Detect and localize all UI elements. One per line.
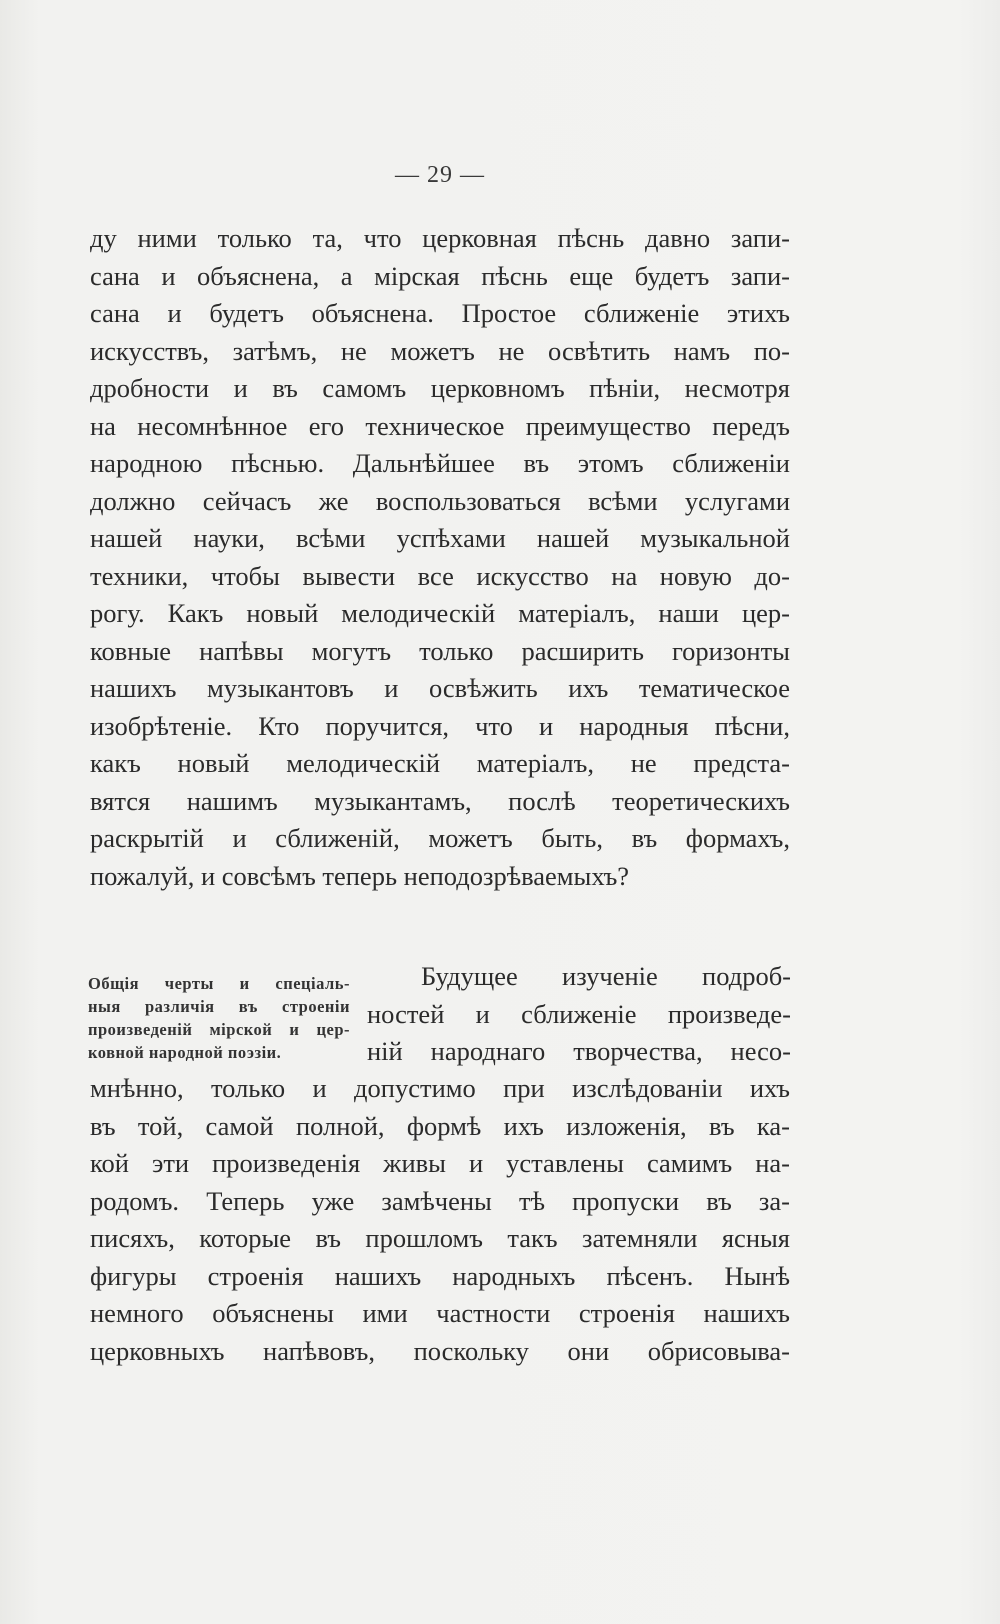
paragraph-1-line: рогу. Какъ новый мелодическій матеріалъ, наши цер- xyxy=(90,598,790,628)
paragraph-1-line: какъ новый мелодическій матеріалъ, не предста- xyxy=(90,748,790,778)
paragraph-1-line: пожалуй, и совсѣмъ теперь неподозрѣваемыхъ? xyxy=(90,860,630,891)
paragraph-1-line: должно сейчасъ же воспользоваться всѣми услугами xyxy=(90,485,790,516)
paragraph-1-line: дробности и въ самомъ церковномъ пѣніи, несмотря xyxy=(90,373,790,403)
paragraph-2-line: церковныхъ напѣвовъ, поскольку они обрисовыва- xyxy=(90,1335,790,1366)
paragraph-2-opening-line: Будущее изученіе подроб- xyxy=(421,961,791,991)
paragraph-2-body xyxy=(90,1070,790,1370)
paragraph-1 xyxy=(90,220,790,895)
paragraph-1-line: народною пѣснью. Дальнѣйшее въ этомъ сближеніи xyxy=(90,448,790,478)
paragraph-2-line: мнѣнно, только и допустимо при изслѣдованіи ихъ xyxy=(90,1073,790,1103)
paragraph-2-line: родомъ. Теперь уже замѣчены тѣ пропуски въ за- xyxy=(90,1185,790,1216)
paragraph-2-line: въ той, самой полной, формѣ ихъ изложенія, въ ка- xyxy=(90,1110,790,1141)
paragraph-2-line: писяхъ, которые въ прошломъ такъ затемняли ясныя xyxy=(90,1223,790,1253)
paragraph-1-line: нашей науки, всѣми успѣхами нашей музыкальной xyxy=(90,523,790,553)
paragraph-1-line: ду ними только та, что церковная пѣснь давно запи- xyxy=(90,223,790,253)
paragraph-1-line: изобрѣтеніе. Кто поручится, что и народныя пѣсни, xyxy=(90,710,790,741)
page-number: — 29 — xyxy=(395,162,485,188)
paragraph-1-line: раскрытій и сближеній, можетъ быть, въ формахъ, xyxy=(90,823,790,853)
paragraph-1-line: искусствъ, затѣмъ, не можетъ не освѣтить намъ по- xyxy=(90,335,790,366)
marginal-note-line: произведеній мірской и цер- xyxy=(88,1020,350,1039)
paragraph-1-line: на несомнѣнное его техническое преимущество передъ xyxy=(90,410,790,441)
paragraph-2-opening-line: ній народнаго творчества, несо- xyxy=(367,1036,791,1066)
paragraph-2-line: кой эти произведенія живы и уставлены самимъ на- xyxy=(90,1148,790,1178)
paragraph-1-line: сана и будетъ объяснена. Простое сближеніе этихъ xyxy=(90,298,790,328)
paragraph-2-line: фигуры строенія нашихъ народныхъ пѣсенъ. Нынѣ xyxy=(90,1260,790,1291)
marginal-note-line: ковной народной поэзіи. xyxy=(88,1043,282,1062)
paragraph-1-line: вятся нашимъ музыкантамъ, послѣ теоретическихъ xyxy=(90,785,790,816)
marginal-note-line: Общія черты и спеціаль- xyxy=(88,974,350,993)
paragraph-1-line: сана и объяснена, а мірская пѣснь еще будетъ запи- xyxy=(90,260,790,291)
paragraph-2-line: немного объяснены ими частности строенія нашихъ xyxy=(90,1298,790,1328)
marginal-note-line: ныя различія въ строеніи xyxy=(88,997,350,1016)
paragraph-2-opening-line: ностей и сближеніе произведе- xyxy=(367,998,791,1029)
paragraph-1-line: техники, чтобы вывести все искусство на новую до- xyxy=(90,560,790,591)
paragraph-1-line: нашихъ музыкантовъ и освѣжить ихъ тематическое xyxy=(90,673,790,703)
paragraph-2-opening xyxy=(367,958,791,1071)
marginal-note xyxy=(88,972,350,1064)
paragraph-1-line: ковные напѣвы могутъ только расширить горизонты xyxy=(90,635,790,666)
